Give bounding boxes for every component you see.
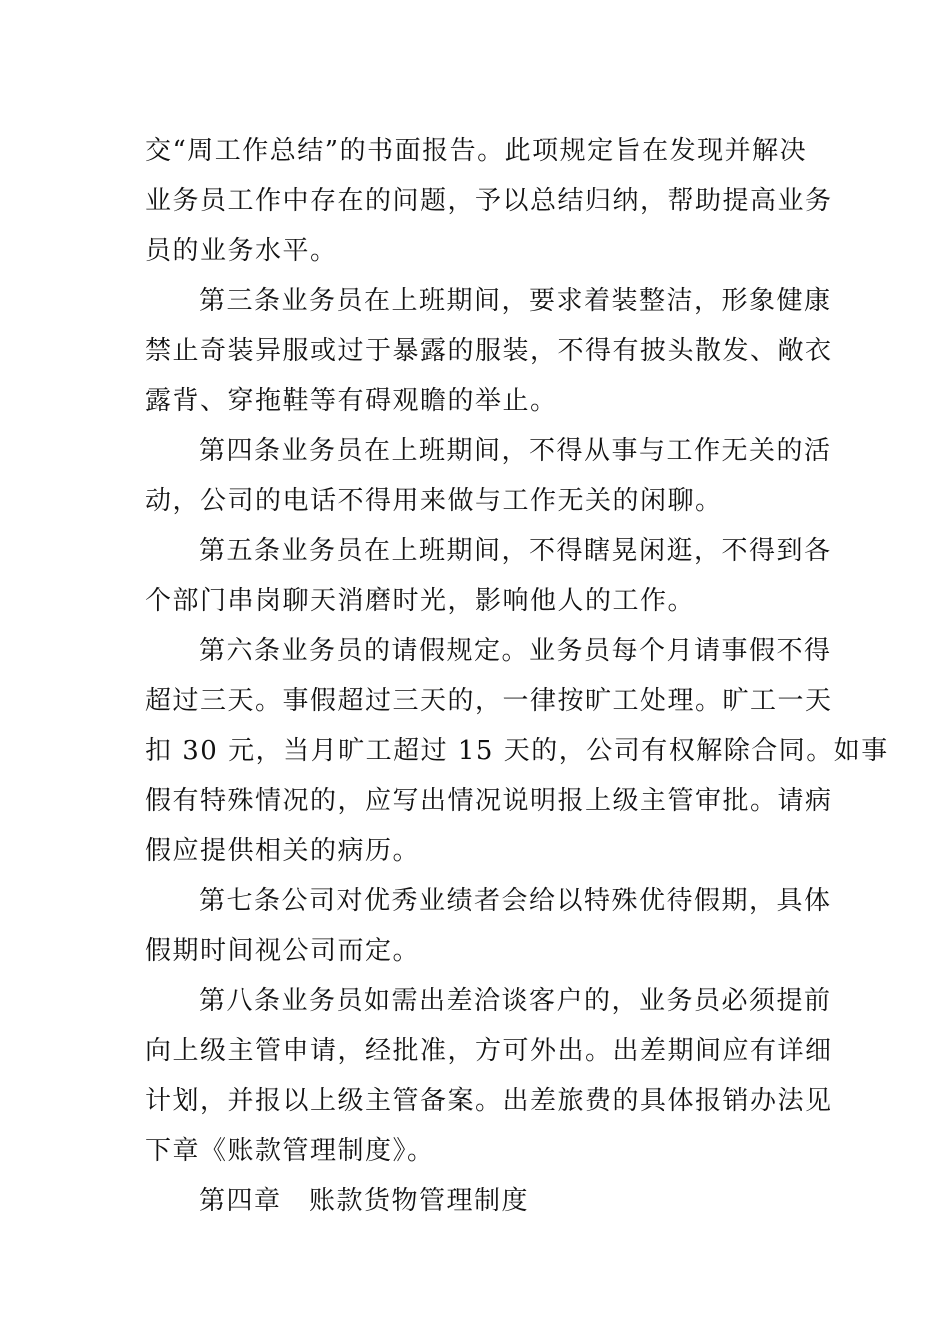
paragraph-article-8 xyxy=(145,976,833,1176)
text-line: 业务员工作中存在的问题，予以总结归纳，帮助提高业务 xyxy=(145,186,833,216)
text-line: 第三条业务员在上班期间，要求着装整洁，形象健康 xyxy=(199,286,832,316)
text-line: 第四条业务员在上班期间，不得从事与工作无关的活 xyxy=(199,436,832,466)
text-line: 下章《账款管理制度》。 xyxy=(145,1136,435,1166)
text-line: 员的业务水平。 xyxy=(145,236,338,266)
text-line: 向上级主管申请，经批准，方可外出。出差期间应有详细 xyxy=(145,1036,833,1066)
paragraph-article-7 xyxy=(145,876,832,976)
text-line: 假有特殊情况的，应写出情况说明报上级主管审批。请病 xyxy=(145,786,833,816)
text-line: 动，公司的电话不得用来做与工作无关的闲聊。 xyxy=(145,486,723,516)
text-line: 个部门串岗聊天消磨时光，影响他人的工作。 xyxy=(145,586,696,616)
text-line: 露背、穿拖鞋等有碍观瞻的举止。 xyxy=(145,386,558,416)
text-line: 交“周工作总结”的书面报告。此项规定旨在发现并解决 xyxy=(145,136,808,166)
chapter-heading xyxy=(145,1176,807,1226)
paragraph-article-5 xyxy=(145,526,832,626)
text-line: 计划，并报以上级主管备案。出差旅费的具体报销办法见 xyxy=(145,1086,833,1116)
text-line: 第八条业务员如需出差洽谈客户的，业务员必须提前 xyxy=(199,986,832,1016)
text-line: 假期时间视公司而定。 xyxy=(145,936,421,966)
paragraph-article-3 xyxy=(145,276,833,426)
paragraph-article-6 xyxy=(145,626,889,876)
text-line: 假应提供相关的病历。 xyxy=(145,836,421,866)
text-line: 第六条业务员的请假规定。业务员每个月请事假不得 xyxy=(199,636,832,666)
text-line: 禁止奇装异服或过于暴露的服装，不得有披头散发、敞衣 xyxy=(145,336,833,366)
chapter-heading-text: 第四章 账款货物管理制度 xyxy=(199,1186,530,1216)
text-line: 扣 30 元，当月旷工超过 15 天的，公司有权解除合同。如事 xyxy=(145,736,889,766)
paragraph-continuation xyxy=(145,126,833,276)
text-line: 第七条公司对优秀业绩者会给以特殊优待假期，具体 xyxy=(199,886,832,916)
text-line: 第五条业务员在上班期间，不得瞎晃闲逛，不得到各 xyxy=(199,536,832,566)
document-body xyxy=(145,126,889,1226)
paragraph-article-4 xyxy=(145,426,832,526)
text-line: 超过三天。事假超过三天的，一律按旷工处理。旷工一天 xyxy=(145,686,833,716)
